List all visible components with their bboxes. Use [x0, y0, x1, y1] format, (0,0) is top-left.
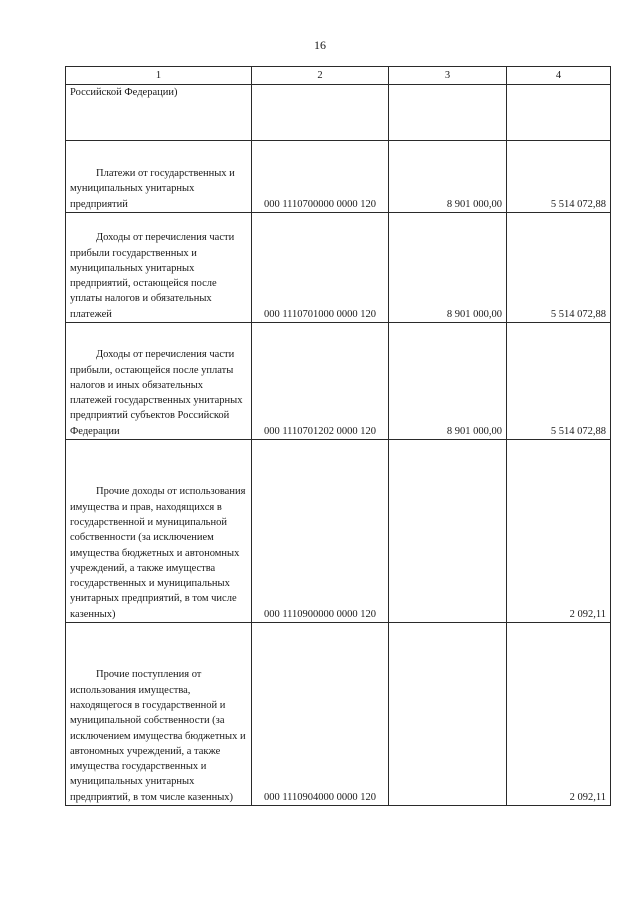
cell-budget-code: 000 1110700000 0000 120 — [252, 141, 389, 213]
cell-fact-amount: 5 514 072,88 — [507, 141, 611, 213]
cell-indicator-name — [66, 141, 252, 213]
table-header — [66, 67, 611, 85]
cell-plan-amount: 8 901 000,00 — [389, 141, 507, 213]
table-row — [66, 85, 611, 141]
cell-indicator-name — [66, 323, 252, 440]
cell-fact-amount: 2 092,11 — [507, 623, 611, 806]
table-row — [66, 141, 611, 213]
cell-indicator-name — [66, 85, 252, 141]
cell-plan-amount — [389, 440, 507, 623]
table-row — [66, 623, 611, 806]
cell-indicator-name — [66, 623, 252, 806]
header-col-1: 1 — [66, 67, 252, 85]
cell-fact-amount: 5 514 072,88 — [507, 213, 611, 323]
indicator-name-text: Доходы от перечисления части прибыли государственных и муниципальных унитарных предприятий, остающейся после уплаты налогов и обязательных платежей — [70, 232, 235, 320]
table-row — [66, 213, 611, 323]
indicator-name-text: Доходы от перечисления части прибыли, остающейся после уплаты налогов и иных обязательных платежей государственных унитарных предприятий субъектов Российской Федерации — [70, 349, 243, 437]
header-col-3: 3 — [389, 67, 507, 85]
cell-indicator-name — [66, 440, 252, 623]
cell-plan-amount — [389, 623, 507, 806]
header-col-2: 2 — [252, 67, 389, 85]
table-row — [66, 323, 611, 440]
indicator-name-text: Прочие поступления от использования имущества, находящегося в государственной и муниципальной собственности (за исключением имущества бюджетных и автономных учреждений, а также имущества государственных и муниципальных унитарных предприятий, в том числе казенных) — [70, 669, 246, 803]
cell-indicator-name — [66, 213, 252, 323]
page-number: 16 — [314, 38, 326, 52]
indicator-name-text: Российской Федерации) — [70, 87, 178, 98]
table-body — [66, 85, 611, 806]
cell-budget-code: 000 1110900000 0000 120 — [252, 440, 389, 623]
cell-fact-amount: 2 092,11 — [507, 440, 611, 623]
table-row — [66, 440, 611, 623]
cell-fact-amount: 5 514 072,88 — [507, 323, 611, 440]
cell-budget-code: 000 1110904000 0000 120 — [252, 623, 389, 806]
budget-table — [65, 66, 611, 806]
cell-plan-amount: 8 901 000,00 — [389, 213, 507, 323]
cell-plan-amount — [389, 85, 507, 141]
indicator-name-text: Прочие доходы от использования имущества и прав, находящихся в государственной и муниципальной собственности (за исключением имущества бюджетных и автономных учреждений, а также имущества государственных и муниципальных унитарных предприятий, в том числе казенных) — [70, 486, 246, 620]
indicator-name-text: Платежи от государственных и муниципальных унитарных предприятий — [70, 168, 235, 210]
cell-fact-amount — [507, 85, 611, 141]
cell-plan-amount: 8 901 000,00 — [389, 323, 507, 440]
header-row — [66, 67, 611, 85]
header-col-4: 4 — [507, 67, 611, 85]
cell-budget-code — [252, 85, 389, 141]
cell-budget-code: 000 1110701202 0000 120 — [252, 323, 389, 440]
cell-budget-code: 000 1110701000 0000 120 — [252, 213, 389, 323]
